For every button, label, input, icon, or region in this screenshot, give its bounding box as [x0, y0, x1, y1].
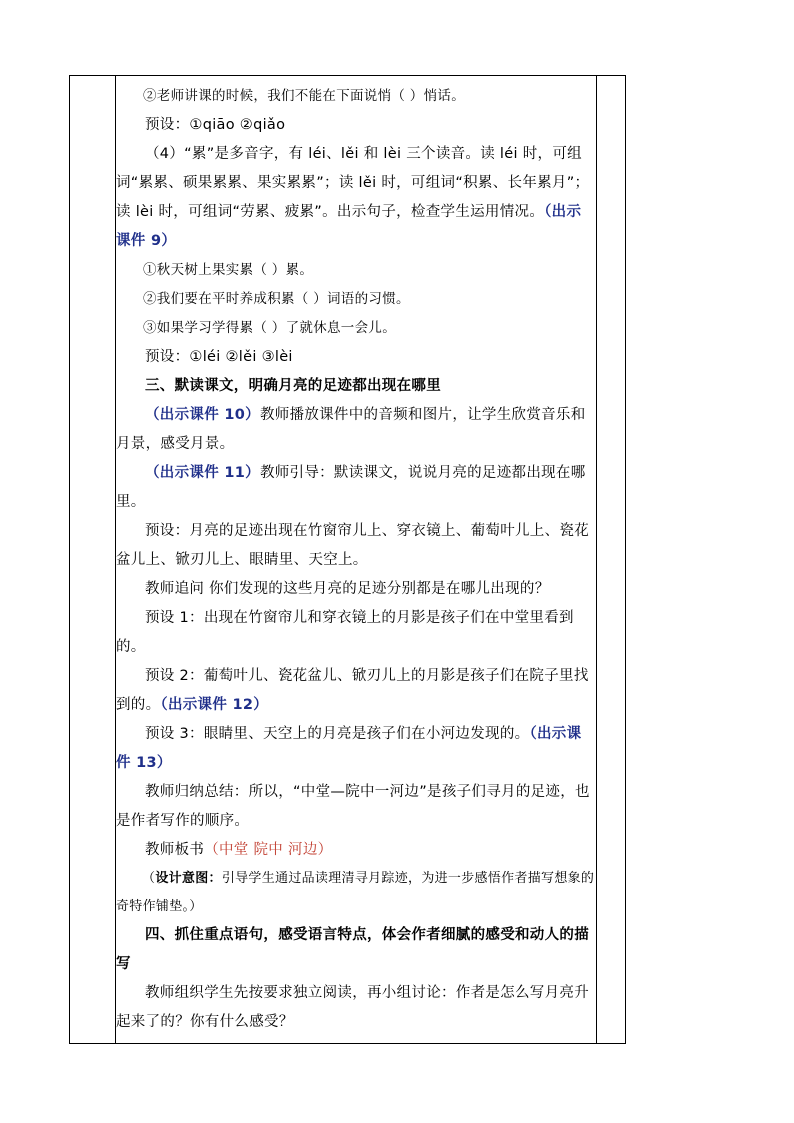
section-heading-4: 四、抓住重点语句，感受语言特点，体会作者细腻的感受和动人的描写 [116, 927, 589, 972]
courseware-ref-10: （出示课件 10） [145, 407, 260, 423]
paragraph: 预设 3：眼睛里、天空上的月亮是孩子们在小河边发现的。（出示课件 13） [116, 726, 582, 771]
board-writing-content: （中堂 院中 河边） [204, 842, 333, 858]
courseware-ref-13: （出示课件 13） [116, 726, 582, 771]
design-intent-note: （设计意图：引导学生通过品读理清寻月踪迹，为进一步感悟作者描写想象的奇特作铺垫。） [116, 871, 595, 914]
example-sentence: ①秋天树上果实累（ ）累。 [143, 262, 314, 278]
preset-answer: 预设：①léi ②lěi ③lèi [145, 349, 293, 365]
paragraph: 教师归纳总结：所以，“中堂—院中一河边”是孩子们寻月的足迹，也是作者写作的顺序。 [116, 784, 590, 829]
paragraph: 教师组织学生先按要求独立阅读，再小组讨论：作者是怎么写月亮升起来了的？你有什么感受？ [116, 985, 589, 1030]
paragraph: 预设 1：出现在竹窗帘儿和穿衣镜上的月影是孩子们在中堂里看到的。 [116, 610, 574, 655]
courseware-ref-12: （出示课件 12） [160, 697, 269, 713]
preset-answer: 预设：①qiāo ②qiǎo [145, 117, 286, 133]
paragraph: 教师追问 你们发现的这些月亮的足迹分别都是在哪儿出现的？ [145, 581, 550, 597]
paragraph: （出示课件 11）教师引导：默读课文，说说月亮的足迹都出现在哪里。 [116, 465, 586, 510]
paragraph: 预设：月亮的足迹出现在竹窗帘儿上、穿衣镜上、葡萄叶儿上、瓷花盆儿上、锨刃儿上、眼睛里、天空上。 [116, 523, 589, 568]
board-writing: 教师板书（中堂 院中 河边） [145, 842, 333, 858]
paragraph-polyphone: （4）“累”是多音字，有 léi、lěi 和 lèi 三个读音。读 léi 时，可组词“累累、硕果累累、果实累累”；读 lěi 时，可组词“积累、长年累月”；读 lèi 时，可组词“劳累、疲累”。出示句子，检查学生运用情况。（出示课件 9） [116, 146, 590, 249]
lesson-plan-table [69, 75, 626, 1044]
lesson-content-cell [116, 82, 596, 1037]
paragraph: （出示课件 10）教师播放课件中的音频和图片，让学生欣赏音乐和月景，感受月景。 [116, 407, 586, 452]
example-sentence: ②我们要在平时养成积累（ ）词语的习惯。 [143, 291, 410, 307]
example-sentence: ②老师讲课的时候，我们不能在下面说悄（ ）悄话。 [143, 88, 465, 104]
column-divider-right [596, 76, 597, 1043]
section-heading-3: 三、默读课文，明确月亮的足迹都出现在哪里 [145, 378, 441, 394]
courseware-ref-9: （出示课件 9） [116, 204, 582, 249]
courseware-ref-11: （出示课件 11） [145, 465, 260, 481]
paragraph: 预设 2：葡萄叶儿、瓷花盆儿、锨刃儿上的月影是孩子们在院子里找到的。（出示课件 12） [116, 668, 589, 713]
example-sentence: ③如果学习学得累（ ）了就休息一会儿。 [143, 320, 396, 336]
